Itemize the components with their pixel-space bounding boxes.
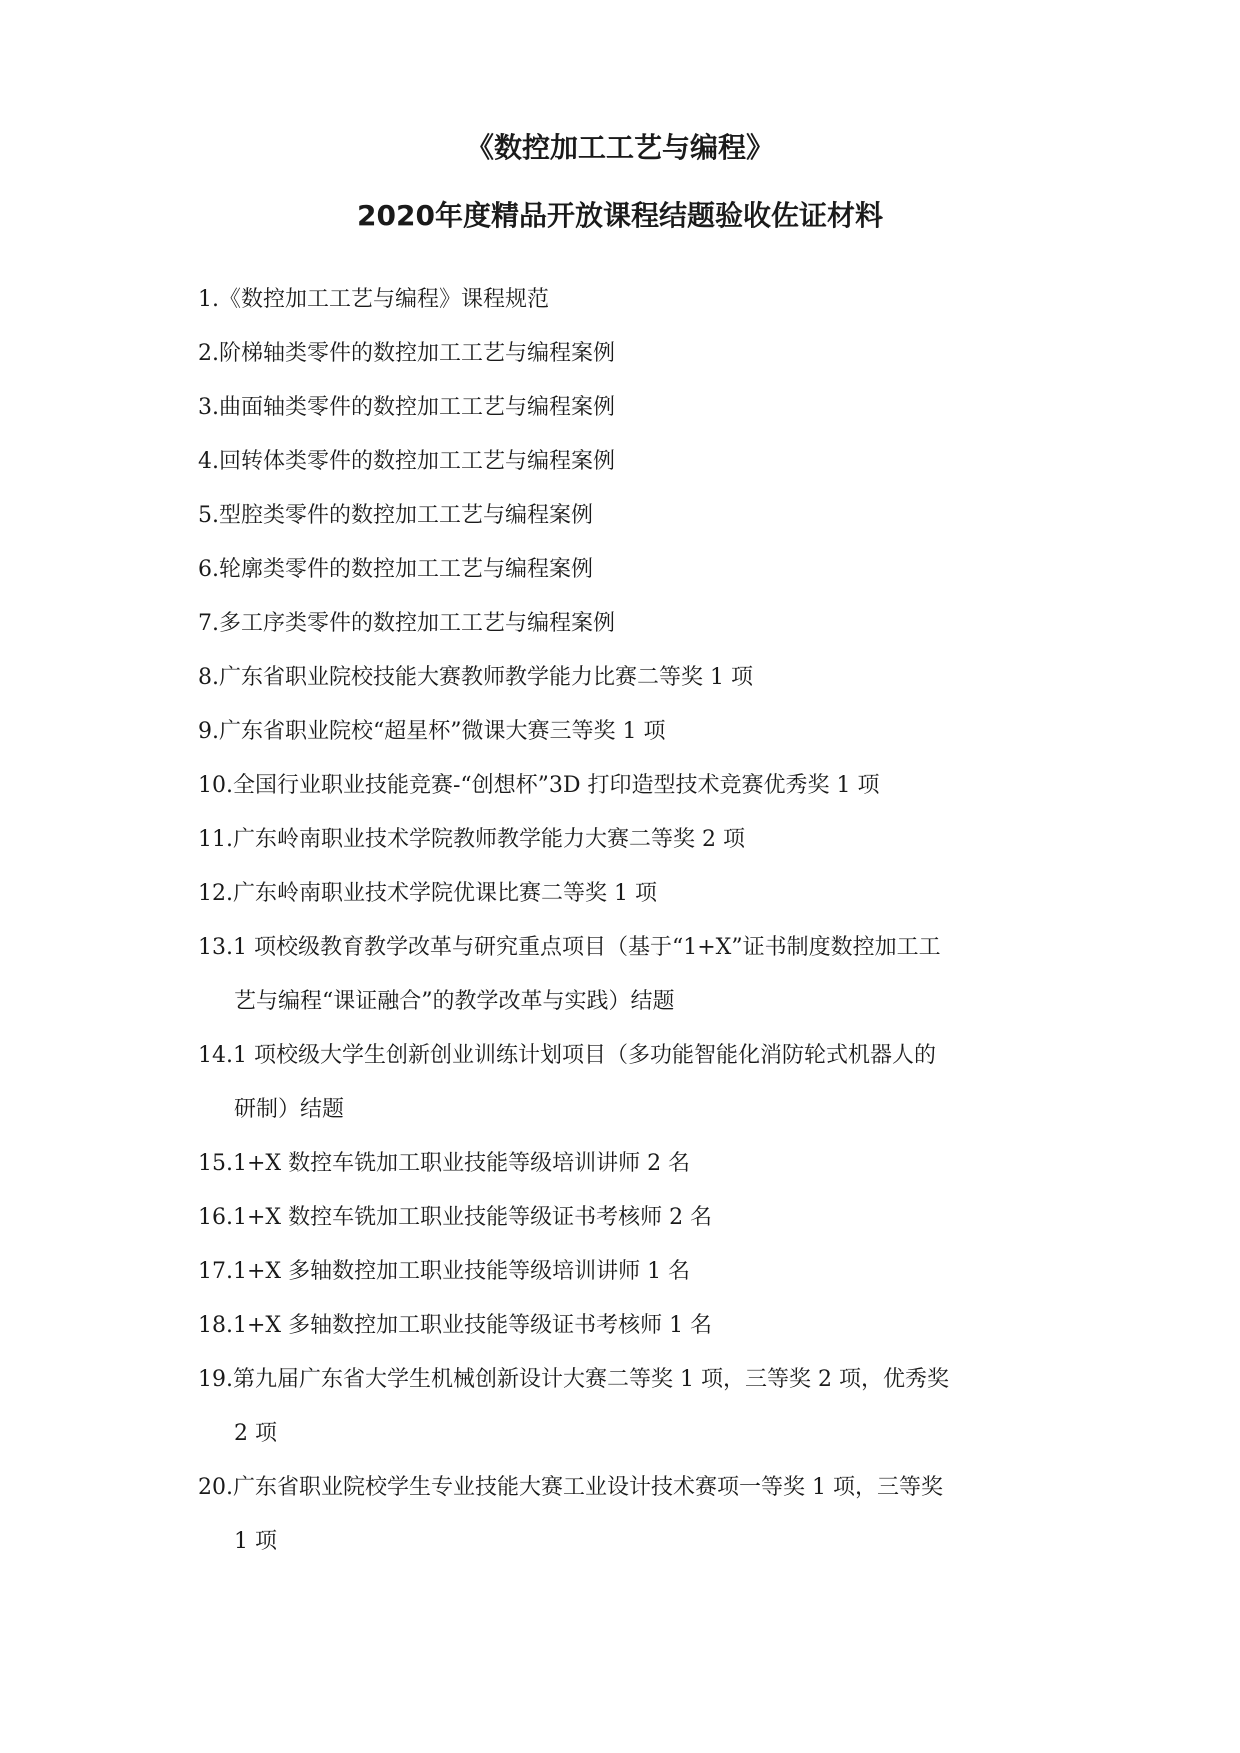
list-item <box>198 388 1054 442</box>
list-item-text: 9.广东省职业院校“超星杯”微课大赛三等奖 1 项 <box>198 719 666 744</box>
list-item-text: 16.1+X 数控车铣加工职业技能等级证书考核师 2 名 <box>198 1205 713 1230</box>
list-item-text: 8.广东省职业院校技能大赛教师教学能力比赛二等奖 1 项 <box>198 665 753 690</box>
list-item <box>198 1144 1054 1198</box>
list-item <box>198 280 1054 334</box>
list-item <box>198 1306 1054 1360</box>
list-item-text: 1.《数控加工工艺与编程》课程规范 <box>198 287 549 312</box>
list-item-continuation: 2 项 <box>234 1421 277 1446</box>
list-item <box>198 712 1054 766</box>
list-item <box>198 604 1054 658</box>
list-item-continuation: 1 项 <box>234 1529 277 1554</box>
list-item <box>198 1360 1054 1468</box>
list-item <box>198 334 1054 388</box>
list-item-continuation: 艺与编程“课证融合”的教学改革与实践）结题 <box>234 989 675 1014</box>
list-item-continuation: 研制）结题 <box>234 1097 345 1122</box>
list-item-text: 2.阶梯轴类零件的数控加工工艺与编程案例 <box>198 341 615 366</box>
list-item-text: 20.广东省职业院校学生专业技能大赛工业设计技术赛项一等奖 1 项，三等奖 <box>198 1475 943 1500</box>
list-item-text: 4.回转体类零件的数控加工工艺与编程案例 <box>198 449 615 474</box>
list-item-text: 13.1 项校级教育教学改革与研究重点项目（基于“1+X”证书制度数控加工工 <box>198 935 941 960</box>
list-item-text: 10.全国行业职业技能竞赛-“创想杯”3D 打印造型技术竞赛优秀奖 1 项 <box>198 773 880 798</box>
document-title: 《数控加工工艺与编程》 <box>465 131 774 164</box>
list-item-text: 15.1+X 数控车铣加工职业技能等级培训讲师 2 名 <box>198 1151 691 1176</box>
list-item-text: 17.1+X 多轴数控加工职业技能等级培训讲师 1 名 <box>198 1259 691 1284</box>
list-item <box>198 1198 1054 1252</box>
list-item <box>198 1468 1054 1576</box>
list-item <box>198 820 1054 874</box>
list-item-text: 11.广东岭南职业技术学院教师教学能力大赛二等奖 2 项 <box>198 827 745 852</box>
list-item <box>198 928 1054 1036</box>
list-item <box>198 874 1054 928</box>
list-item <box>198 658 1054 712</box>
document-subtitle: 2020年度精品开放课程结题验收佐证材料 <box>357 199 883 232</box>
list-item-text: 6.轮廓类零件的数控加工工艺与编程案例 <box>198 557 593 582</box>
list-item <box>198 1252 1054 1306</box>
list-item-text: 7.多工序类零件的数控加工工艺与编程案例 <box>198 611 615 636</box>
list-item-text: 19.第九届广东省大学生机械创新设计大赛二等奖 1 项，三等奖 2 项，优秀奖 <box>198 1367 949 1392</box>
list-item-text: 18.1+X 多轴数控加工职业技能等级证书考核师 1 名 <box>198 1313 713 1338</box>
list-item <box>198 496 1054 550</box>
list-item-text: 12.广东岭南职业技术学院优课比赛二等奖 1 项 <box>198 881 657 906</box>
list-item-text: 3.曲面轴类零件的数控加工工艺与编程案例 <box>198 395 615 420</box>
list-item-text: 5.型腔类零件的数控加工工艺与编程案例 <box>198 503 593 528</box>
list-item <box>198 550 1054 604</box>
list-item <box>198 1036 1054 1144</box>
list-item <box>198 766 1054 820</box>
list-item <box>198 442 1054 496</box>
materials-list <box>198 280 1054 1576</box>
list-item-text: 14.1 项校级大学生创新创业训练计划项目（多功能智能化消防轮式机器人的 <box>198 1043 936 1068</box>
